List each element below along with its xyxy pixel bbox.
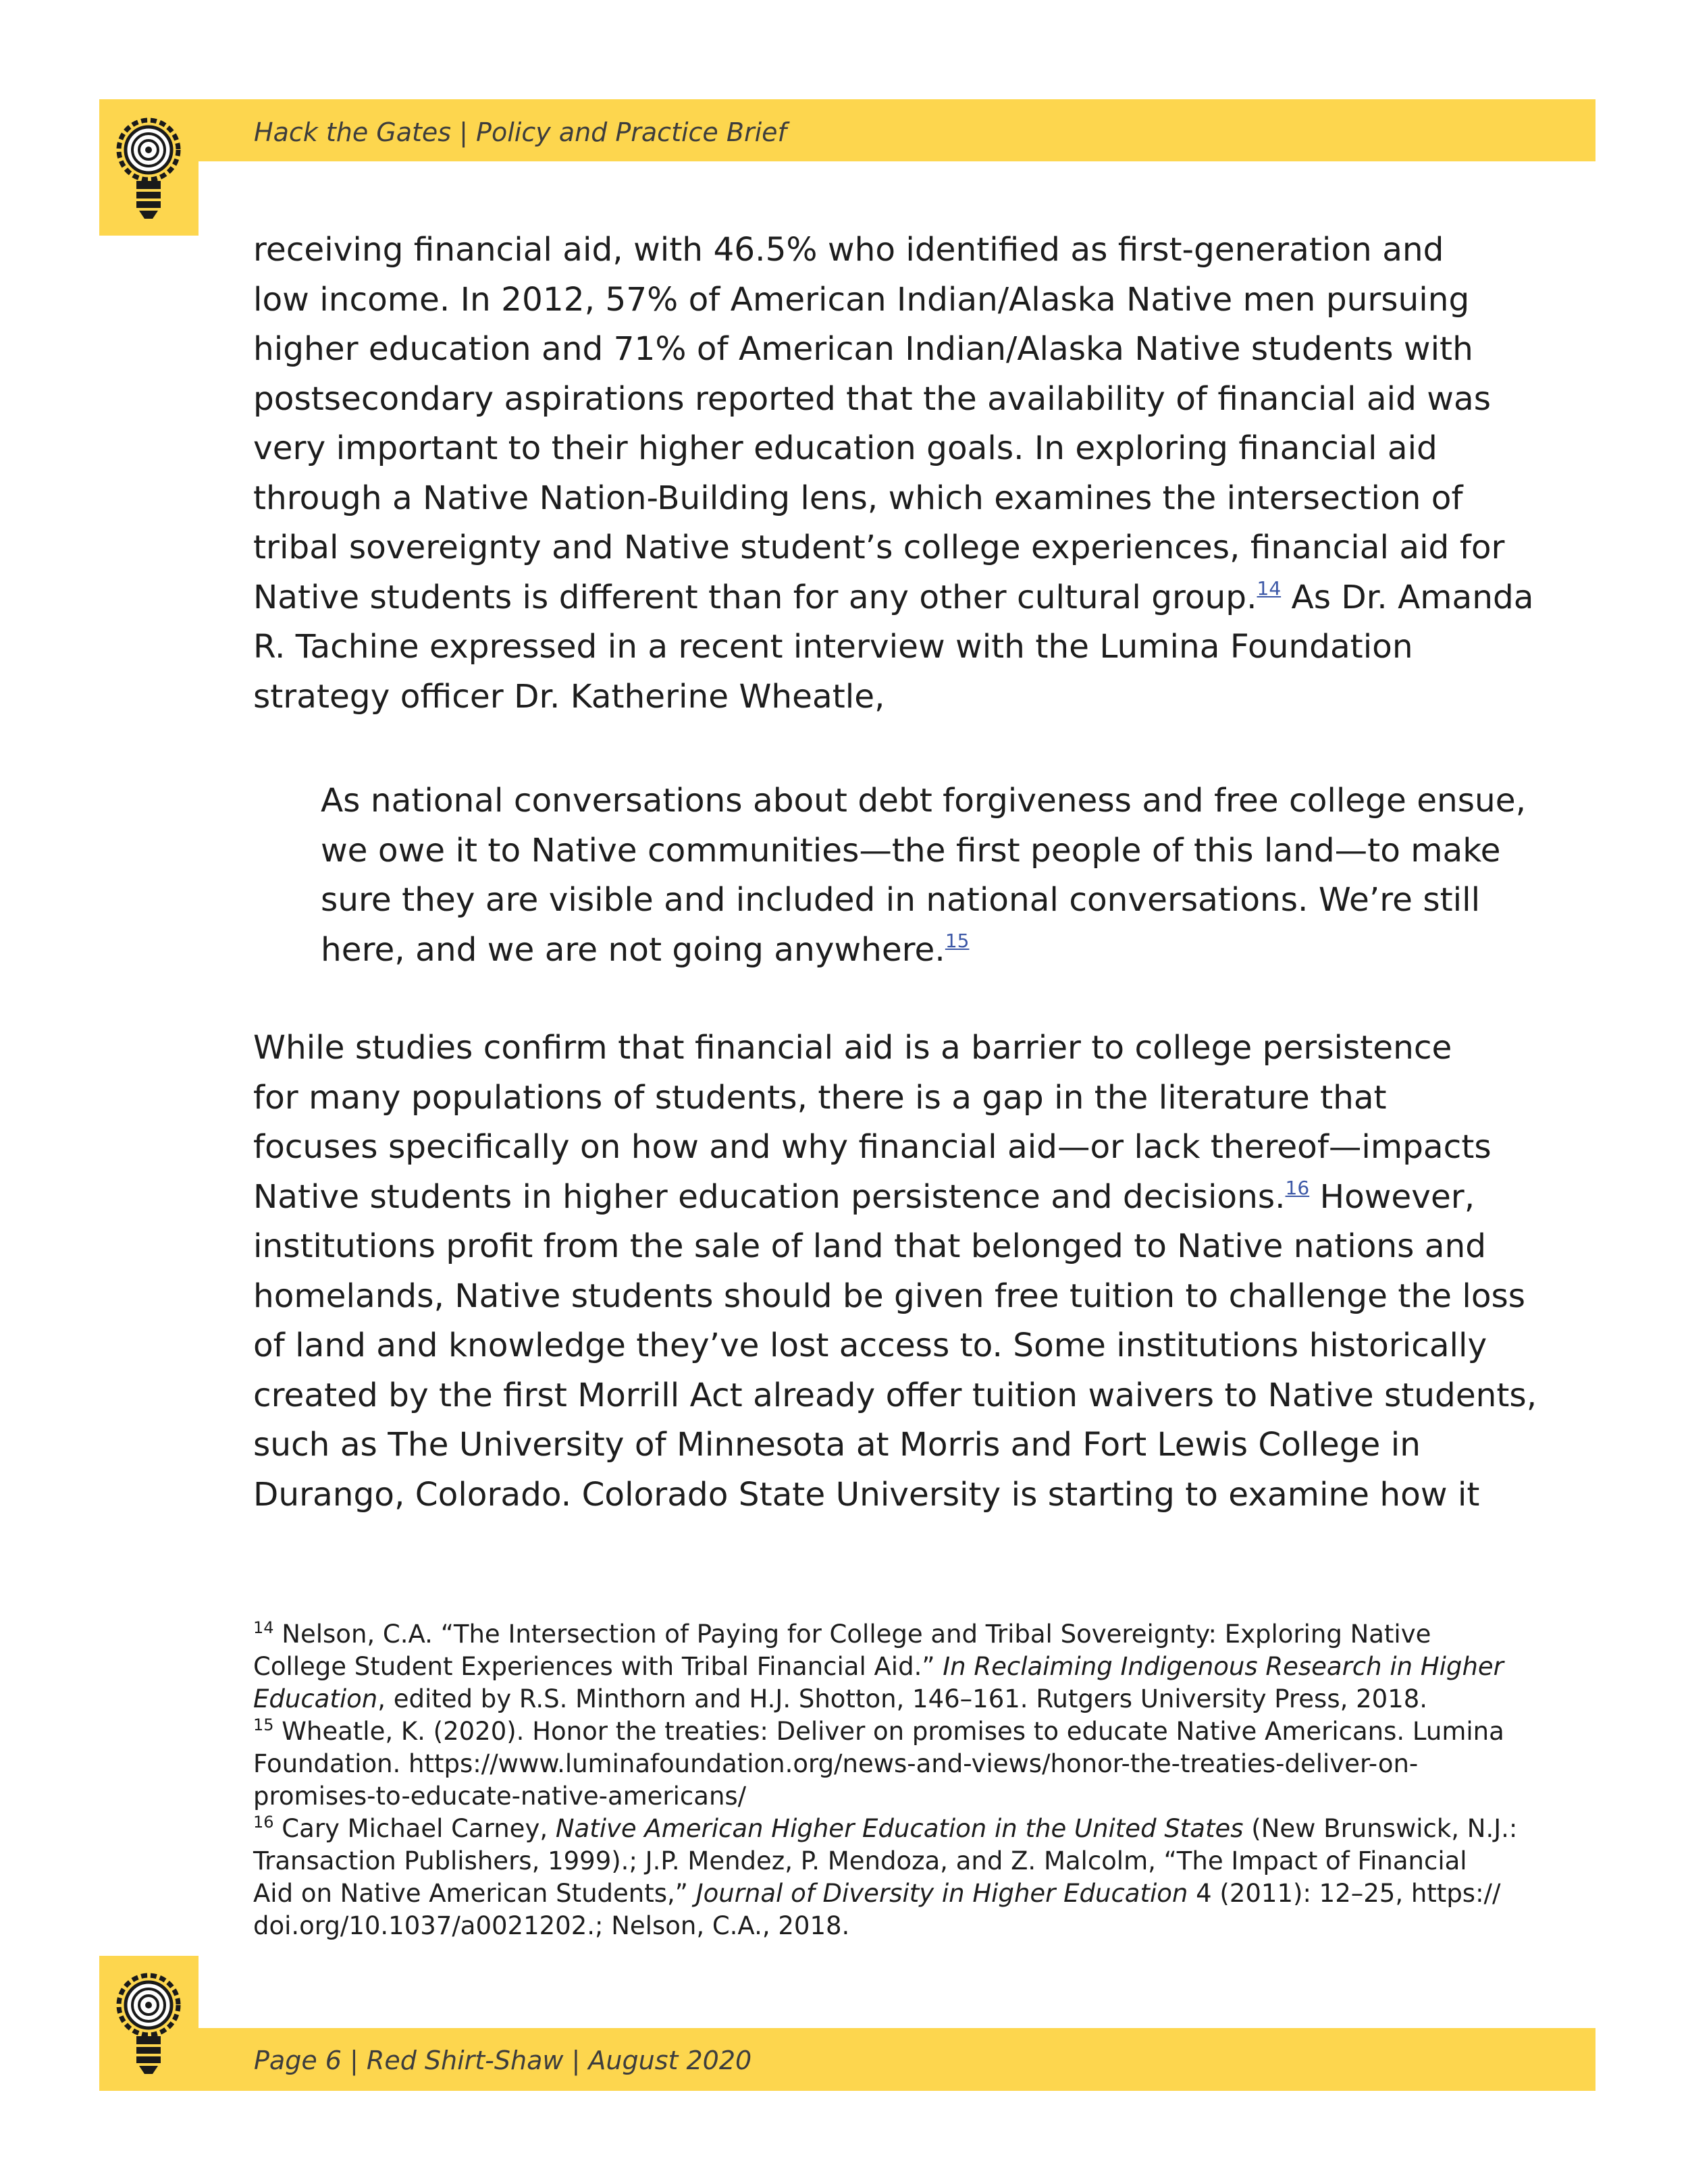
text-line: Native students in higher education persistence and decisions.$^{16}$ However, <box>253 1176 1475 1216</box>
text-line: promises-to-educate-native-americans/ <box>253 1782 747 1811</box>
footer-text: Page 6 | Red Shirt-Shaw | August 2020 <box>254 2046 752 2075</box>
footnotes <box>253 1618 1518 1942</box>
text-line: strategy officer Dr. Katherine Wheatle, <box>253 677 885 716</box>
header-title: Hack the Gates | Policy and Practice Brief <box>254 117 787 147</box>
text-line: through a Native Nation-Building lens, which examines the intersection of <box>253 479 1463 517</box>
text-line: focuses specifically on how and why financial aid—or lack thereof—impacts <box>253 1128 1492 1166</box>
footnote-16: $^{16}$ Cary Michael Carney, Native American Higher Education in the United States (New Brunswick, N.J.: <box>253 1813 1518 1843</box>
text-line: such as The University of Minnesota at Morris and Fort Lewis College in <box>253 1426 1421 1464</box>
footnote-ref-14[interactable]: 14 <box>1257 577 1282 600</box>
text-line: homelands, Native students should be given free tuition to challenge the loss <box>253 1277 1526 1315</box>
text-line: Aid on Native American Students,” Journal of Diversity in Higher Education 4 (2011): 12–25, https:// <box>253 1879 1501 1908</box>
text-line: Foundation. https://www.luminafoundation.org/news-and-views/honor-the-treaties-deliver-on- <box>253 1749 1419 1778</box>
text-line: Transaction Publishers, 1999).; J.P. Mendez, P. Mendoza, and Z. Malcolm, “The Impact of Financial <box>253 1846 1467 1875</box>
text-line: created by the first Morrill Act already offer tuition waivers to Native students, <box>253 1376 1537 1414</box>
text-line: receiving financial aid, with 46.5% who identified as first-generation and <box>253 231 1444 269</box>
text-line: of land and knowledge they’ve lost access to. Some institutions historically <box>253 1327 1487 1364</box>
footnote-ref-16[interactable]: 16 <box>1285 1176 1310 1199</box>
text-line: low income. In 2012, 57% of American Indian/Alaska Native men pursuing <box>253 280 1470 319</box>
text-line: R. Tachine expressed in a recent interview with the Lumina Foundation <box>253 628 1413 666</box>
text-line: institutions profit from the sale of land that belonged to Native nations and <box>253 1227 1487 1265</box>
text-line: Education, edited by R.S. Minthorn and H.J. Shotton, 146–161. Rutgers University Press, 2018. <box>253 1684 1428 1713</box>
text-line: doi.org/10.1037/a0021202.; Nelson, C.A., 2018. <box>253 1911 850 1940</box>
text-line: As national conversations about debt forgiveness and free college ensue, <box>321 782 1527 820</box>
text-line: Durango, Colorado. Colorado State University is starting to examine how it <box>253 1475 1480 1514</box>
text-line: higher education and 71% of American Indian/Alaska Native students with <box>253 330 1473 368</box>
footnote-15: $^{15}$ Wheatle, K. (2020). Honor the treaties: Deliver on promises to educate Native Americans. Lumina <box>253 1715 1504 1746</box>
footnote-14: $^{14}$ Nelson, C.A. “The Intersection of Paying for College and Tribal Sovereignty: Exploring Native <box>253 1618 1431 1649</box>
text-line: Native students is different than for any other cultural group.$^{14}$ As Dr. Amanda <box>253 577 1534 616</box>
text-line: tribal sovereignty and Native student’s college experiences, financial aid for <box>253 529 1505 566</box>
gear-lightbulb-icon <box>112 115 185 223</box>
block-quote <box>321 776 1526 975</box>
text-line: sure they are visible and included in national conversations. We’re still <box>321 881 1481 919</box>
text-line: While studies confirm that financial aid is a barrier to college persistence <box>253 1029 1452 1067</box>
body-paragraph-2 <box>253 1023 1537 1520</box>
text-line: College Student Experiences with Tribal Financial Aid.” In Reclaiming Indigenous Research in Higher <box>253 1652 1504 1681</box>
text-line: for many populations of students, there is a gap in the literature that <box>253 1078 1387 1117</box>
text-line: very important to their higher education goals. In exploring financial aid <box>253 429 1438 467</box>
text-line: postsecondary aspirations reported that the availability of financial aid was <box>253 379 1491 418</box>
text-line: here, and we are not going anywhere.$^{15}$ <box>321 929 970 969</box>
body-paragraph-1 <box>253 225 1533 722</box>
gear-lightbulb-icon <box>112 1970 185 2078</box>
text-line: we owe it to Native communities—the first people of this land—to make <box>321 831 1501 870</box>
footnote-ref-15[interactable]: 15 <box>945 929 970 952</box>
